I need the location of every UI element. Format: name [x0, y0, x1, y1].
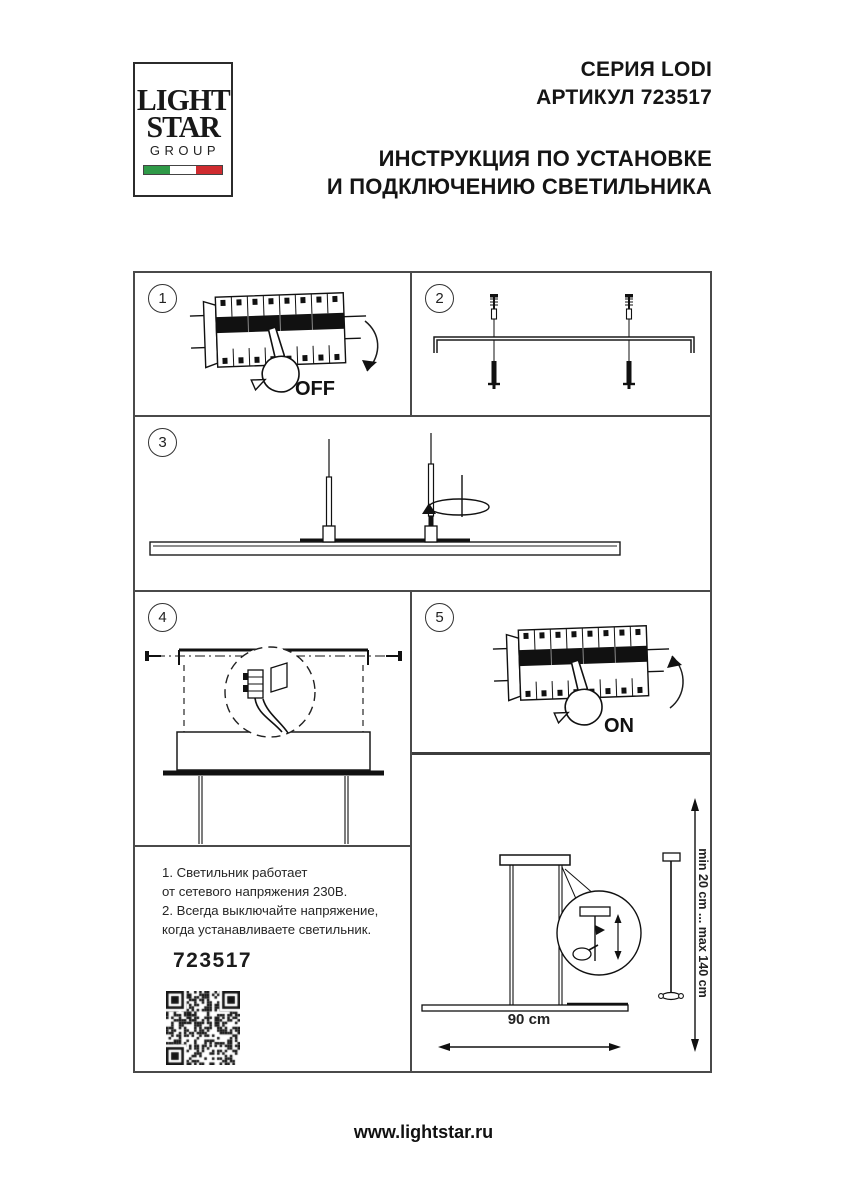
- breaker-off-diagram: [179, 285, 409, 413]
- note-line: от сетевого напряжения 230В.: [162, 884, 348, 899]
- step-3-cell: [135, 417, 710, 592]
- steps-grid: [133, 271, 712, 1073]
- canopy-wiring-diagram: [135, 592, 412, 845]
- on-label: ON: [604, 715, 634, 737]
- breaker-on-diagram: [482, 618, 712, 750]
- step-2-badge: 2: [425, 284, 454, 313]
- step-1-cell: [135, 273, 412, 417]
- suspension-rod-icon: [323, 439, 335, 542]
- step-1-badge: 1: [148, 284, 177, 313]
- wire-connector-detail: [225, 647, 315, 737]
- canopy-box: [500, 855, 570, 865]
- suspension-rod-icon: [199, 776, 348, 844]
- mounting-bracket-diagram: [424, 291, 704, 413]
- anchor-icon: [623, 340, 635, 389]
- lightstar-logo: [133, 62, 233, 197]
- rod-assembly-diagram: [135, 417, 710, 590]
- off-label: OFF: [295, 378, 335, 400]
- notes-cell: [135, 847, 412, 1071]
- article-title: АРТИКУЛ 723517: [536, 86, 712, 109]
- qr-code: [166, 991, 240, 1065]
- note-line: когда устанавливаете светильник.: [162, 922, 372, 937]
- side-screw-icon: [386, 651, 402, 661]
- on-arrow-icon: [667, 656, 683, 708]
- flag-white: [170, 166, 196, 174]
- article-number: 723517: [173, 949, 253, 972]
- side-screw-icon: [145, 651, 161, 661]
- italian-flag-icon: [143, 165, 223, 175]
- step-5-badge: 5: [425, 603, 454, 632]
- flag-red: [196, 166, 222, 174]
- screw-icon: [625, 294, 633, 337]
- anchor-icon: [488, 340, 500, 389]
- screw-icon: [490, 294, 498, 337]
- off-arrow-icon: [362, 321, 378, 371]
- website-url: www.lightstar.ru: [353, 1122, 494, 1142]
- suspension-rod-icon: [510, 865, 562, 1005]
- width-dimension-arrow: [438, 1043, 621, 1051]
- note-line: 2. Всегда выключайте напряжение,: [162, 903, 379, 918]
- logo-line1: LIGHT: [136, 82, 230, 117]
- width-label: 90 cm: [507, 1011, 551, 1028]
- instruction-title-line2: И ПОДКЛЮЧЕНИЮ СВЕТИЛЬНИКА: [326, 174, 712, 199]
- instruction-title-line1: ИНСТРУКЦИЯ ПО УСТАНОВКЕ: [378, 146, 712, 171]
- step-5-cell: [412, 592, 710, 755]
- notes-text: [162, 863, 378, 939]
- logo-line2: STAR: [146, 109, 220, 144]
- cable-rod-icon: [659, 853, 684, 1000]
- dimensions-cell: [412, 755, 710, 1071]
- height-range-label: min 20 cm ... max 140 cm: [696, 848, 710, 998]
- suspension-rod-icon: [425, 433, 437, 542]
- series-title: СЕРИЯ LODI: [580, 58, 712, 81]
- note-line: 1. Светильник работает: [162, 865, 308, 880]
- canopy-box: [177, 732, 370, 770]
- step-2-cell: [412, 273, 710, 417]
- step-3-badge: 3: [148, 428, 177, 457]
- step-4-badge: 4: [148, 603, 177, 632]
- step-4-cell: [135, 592, 412, 847]
- flag-green: [144, 166, 170, 174]
- logo-line3: GROUP: [149, 143, 221, 158]
- height-adjust-detail: [557, 891, 641, 975]
